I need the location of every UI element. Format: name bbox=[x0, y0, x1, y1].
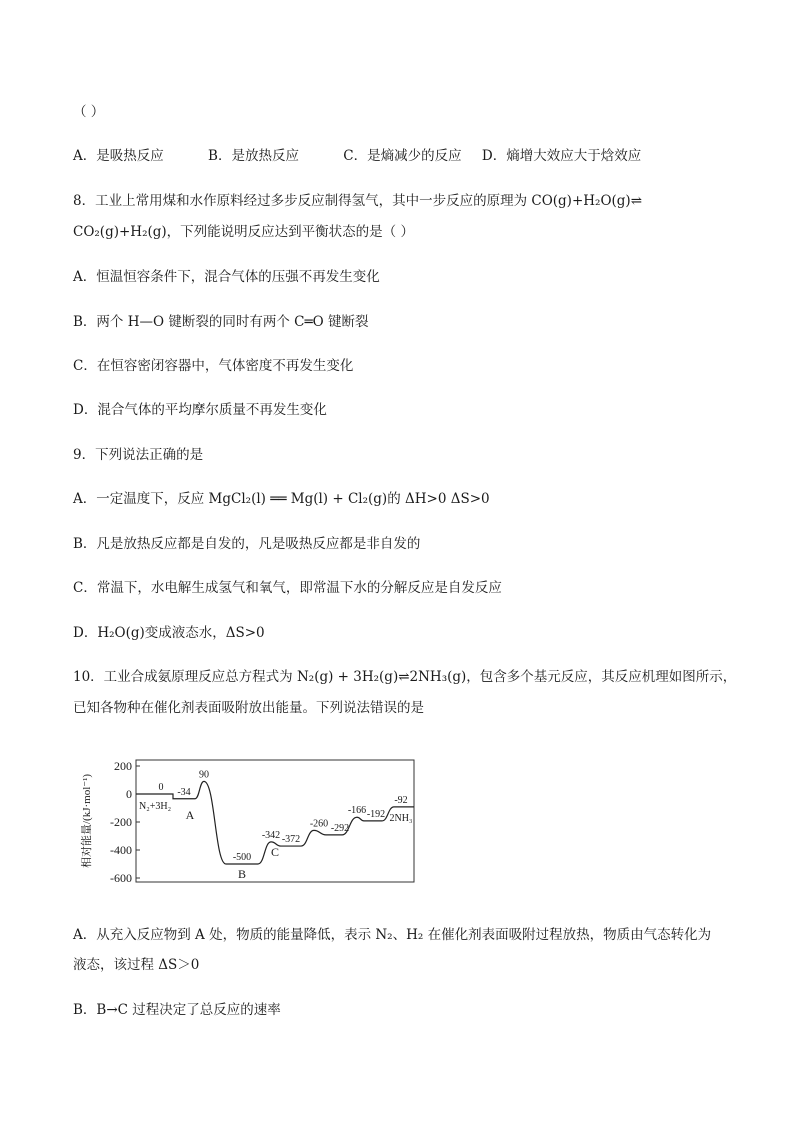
q9-option-c[interactable]: C．常温下，水电解生成氢气和氧气，即常温下水的分解反应是自发反应 bbox=[73, 580, 502, 596]
energy-profile-chart bbox=[76, 758, 421, 888]
q8-option-c[interactable]: C．在恒容密闭容器中，气体密度不再发生变化 bbox=[73, 358, 354, 374]
q7-option-a[interactable]: A．是吸热反应 bbox=[73, 148, 164, 164]
level-value-label: -500 bbox=[232, 852, 252, 863]
level-note-label: A bbox=[185, 807, 195, 822]
q9-option-b[interactable]: B．凡是放热反应都是自发的，凡是吸热反应都是非自发的 bbox=[73, 536, 421, 552]
level-note-label: C bbox=[270, 845, 280, 860]
level-value-label: -166 bbox=[347, 805, 367, 817]
level-value-label: -34 bbox=[177, 786, 191, 798]
q7-paren: （ ） bbox=[73, 104, 105, 120]
level-note-label: 2NH₃ bbox=[389, 812, 413, 824]
y-tick-label: -600 bbox=[110, 871, 132, 885]
y-tick-label: -200 bbox=[110, 815, 132, 829]
q10-stem-1: 10．工业合成氨原理反应总方程式为 N₂(g) + 3H₂(g)⇌2NH₃(g)，包含多个基元反应，其反应机理如图所示， bbox=[73, 669, 737, 685]
level-value-label: 0 bbox=[158, 782, 164, 793]
q8-option-d[interactable]: D．混合气体的平均摩尔质量不再发生变化 bbox=[73, 402, 327, 418]
y-tick-label: 0 bbox=[126, 787, 132, 801]
q10-stem-2: 已知各物种在催化剂表面吸附放出能量。下列说法错误的是 bbox=[73, 700, 424, 716]
level-value-label: -192 bbox=[366, 808, 386, 820]
level-value-label: -292 bbox=[330, 822, 350, 834]
q8-option-b[interactable]: B．两个 H—O 键断裂的同时有两个 C═O 键断裂 bbox=[73, 314, 369, 330]
q9-stem: 9．下列说法正确的是 bbox=[73, 447, 204, 463]
y-tick-label: -400 bbox=[110, 843, 132, 857]
level-value-label: 90 bbox=[199, 769, 209, 781]
q7-option-c[interactable]: C．是熵减少的反应 bbox=[343, 148, 462, 164]
q8-stem-2: CO₂(g)+H₂(g)，下列能说明反应达到平衡状态的是（ ） bbox=[73, 224, 414, 240]
q7-option-d[interactable]: D．熵增大效应大于焓效应 bbox=[481, 148, 642, 164]
q8-stem-1: 8．工业上常用煤和水作原料经过多步反应制得氢气，其中一步反应的原理为 CO(g)+H₂O(g)⇌ bbox=[73, 193, 643, 209]
q9-option-a[interactable]: A．一定温度下，反应 MgCl₂(l) ══ Mg(l) + Cl₂(g)的 ΔH>0 ΔS>0 bbox=[73, 491, 490, 507]
q10-option-a-line-1[interactable]: A．从充入反应物到 A 处，物质的能量降低，表示 N₂、H₂ 在催化剂表面吸附过程放热，物质由气态转化为 bbox=[73, 927, 712, 943]
level-value-label: -342 bbox=[261, 829, 281, 841]
q7-options bbox=[73, 146, 641, 166]
level-value-label: -260 bbox=[309, 818, 329, 830]
level-value-label: -92 bbox=[394, 794, 408, 806]
q7-option-b[interactable]: B．是放热反应 bbox=[208, 148, 299, 164]
q9-option-d[interactable]: D．H₂O(g)变成液态水，ΔS>0 bbox=[73, 625, 265, 641]
y-axis-label: 相对能量/(kJ·mol⁻¹) bbox=[81, 773, 93, 869]
q8-option-a[interactable]: A．恒温恒容条件下，混合气体的压强不再发生变化 bbox=[73, 269, 380, 285]
level-note-label: N₂+3H₂ bbox=[139, 801, 172, 812]
q10-option-a-line-2[interactable]: 液态，该过程 ΔS＞0 bbox=[73, 957, 200, 973]
y-tick-label: 200 bbox=[114, 759, 132, 773]
level-value-label: -372 bbox=[281, 834, 301, 846]
q10-option-b[interactable]: B．B→C 过程决定了总反应的速率 bbox=[73, 1002, 281, 1018]
level-note-label: B bbox=[237, 867, 247, 881]
